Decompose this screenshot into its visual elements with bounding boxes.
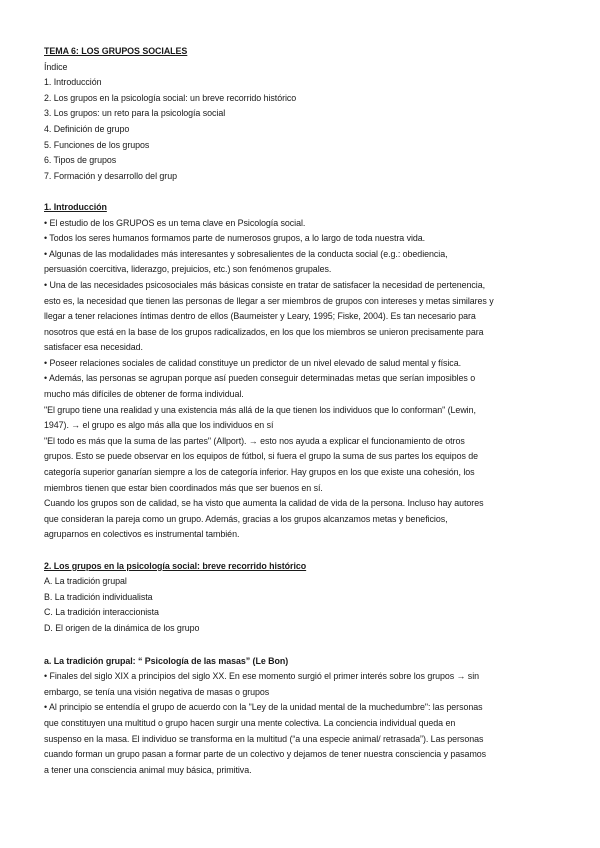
paragraph-line: "El grupo tiene una realidad y una existencia más allá de la que tienen los individuos que lo conforman" (Lewin,	[44, 404, 476, 415]
paragraph-line: esto es, la necesidad que tienen las personas de llegar a ser miembros de grupos con intereses y metas similares y	[44, 295, 494, 306]
list-item: A. La tradición grupal	[44, 576, 127, 587]
paragraph-line: • Poseer relaciones sociales de calidad constituye un predictor de un nivel elevado de salud mental y física.	[44, 357, 461, 368]
section-recorrido-historico	[44, 559, 560, 637]
paragraph-line: cuando forman un grupo pasan a formar parte de un colectivo y dejamos de tener nuestra consciencia y pasamos	[44, 749, 487, 760]
paragraph-line: "El todo es más que la suma de las partes" (Allport). → esto nos ayuda a explicar el funcionamiento de otros	[44, 435, 465, 446]
document-body	[44, 44, 560, 778]
index-item: 2. Los grupos en la psicología social: un breve recorrido histórico	[44, 92, 297, 103]
paragraph-line: 1947). → el grupo es algo más alla que los individuos en sí	[44, 420, 274, 431]
paragraph-line: a tener una consciencia animal muy básica, primitiva.	[44, 764, 252, 775]
index-heading: Índice	[44, 61, 68, 72]
paragraph-line: persuasión coercitiva, liderazgo, prejuicios, etc.) son fenómenos grupales.	[44, 264, 332, 275]
spacer	[44, 543, 560, 559]
paragraph-line: agruparnos en colectivos es instrumental también.	[44, 529, 240, 540]
paragraph-line: grupos. Esto se puede observar en los equipos de fútbol, si fuera el grupo la suma de sus partes los equipos de	[44, 451, 479, 462]
paragraph-line: embargo, se tenía una visión negativa de masas o grupos	[44, 686, 270, 697]
paragraph-line: satisfacer esa necesidad.	[44, 342, 143, 353]
paragraph-line: nosotros que está en la base de los grupos radicalizados, en los que los miembros se unieron precisamente para	[44, 326, 484, 337]
index-item: 6. Tipos de grupos	[44, 155, 117, 166]
paragraph-line: Cuando los grupos son de calidad, se ha visto que aumenta la calidad de vida de la persona. Incluso hay autores	[44, 498, 484, 509]
paragraph-line: que constituyen una multitud o grupo hacen surgir una mente colectiva. La conciencia individual queda en	[44, 717, 456, 728]
index-item: 5. Funciones de los grupos	[44, 139, 150, 150]
list-item: B. La tradición individualista	[44, 591, 153, 602]
subsection-heading: a. La tradición grupal: “ Psicología de las masas” (Le Bon)	[44, 655, 289, 666]
spacer	[44, 637, 560, 654]
paragraph-line: • Una de las necesidades psicosociales más básicas consiste en tratar de satisfacer la necesidad de pertenencia,	[44, 279, 486, 290]
paragraph-line: • Finales del siglo XIX a principios del siglo XX. En ese momento surgió el primer interés sobre los grupos → sin	[44, 671, 480, 682]
paragraph-line: • Algunas de las modalidades más interesantes y sobresalientes de la conducta social (e.g.: obediencia,	[44, 248, 448, 259]
document-title: TEMA 6: LOS GRUPOS SOCIALES	[44, 46, 188, 56]
paragraph-line: suspenso en la masa. El individuo se transforma en la multitud (“a una especie animal/ retrasada”). Las personas	[44, 733, 484, 744]
paragraph-line: • El estudio de los GRUPOS es un tema clave en Psicología social.	[44, 217, 306, 228]
index-item: 7. Formación y desarrollo del grup	[44, 170, 177, 181]
section-tradicion-grupal	[44, 654, 560, 779]
paragraph-line: miembros tienen que estar bien coordinados más que ser buenos en sí.	[44, 482, 323, 493]
paragraph-line: categoría superior ganarían siempre a los de categoría inferior. Hay grupos en los que existe una cohesión, los	[44, 467, 475, 478]
index-item: 3. Los grupos: un reto para la psicología social	[44, 108, 226, 119]
paragraph-line: que consideran la pareja como un grupo. Además, gracias a los grupos alcanzamos metas y beneficios,	[44, 513, 448, 524]
index-item: 4. Definición de grupo	[44, 123, 130, 134]
index-list	[44, 75, 560, 184]
section-heading: 1. Introducción	[44, 201, 107, 212]
list-item: D. El origen de la dinámica de los grupo	[44, 622, 200, 633]
list-item: C. La tradición interaccionista	[44, 607, 159, 618]
section-heading: 2. Los grupos en la psicología social: breve recorrido histórico	[44, 560, 307, 571]
spacer	[44, 184, 560, 200]
paragraph-line: • Al principio se entendía el grupo de acuerdo con la "Ley de la unidad mental de la muchedumbre": las personas	[44, 702, 483, 713]
paragraph-line: llegar a tener relaciones íntimas dentro de ellos (Baumeister y Leary, 1995; Fiske, 2004). Es tan necesario para	[44, 311, 476, 322]
section-introduccion	[44, 200, 560, 543]
paragraph-line: • Todos los seres humanos formamos parte de numerosos grupos, a lo largo de toda nuestra vida.	[44, 233, 426, 244]
index-item: 1. Introducción	[44, 77, 102, 88]
paragraph-line: mucho más difíciles de obtener de forma individual.	[44, 389, 244, 400]
paragraph-line: • Además, las personas se agrupan porque así pueden conseguir determinadas metas que serían imposibles o	[44, 373, 476, 384]
